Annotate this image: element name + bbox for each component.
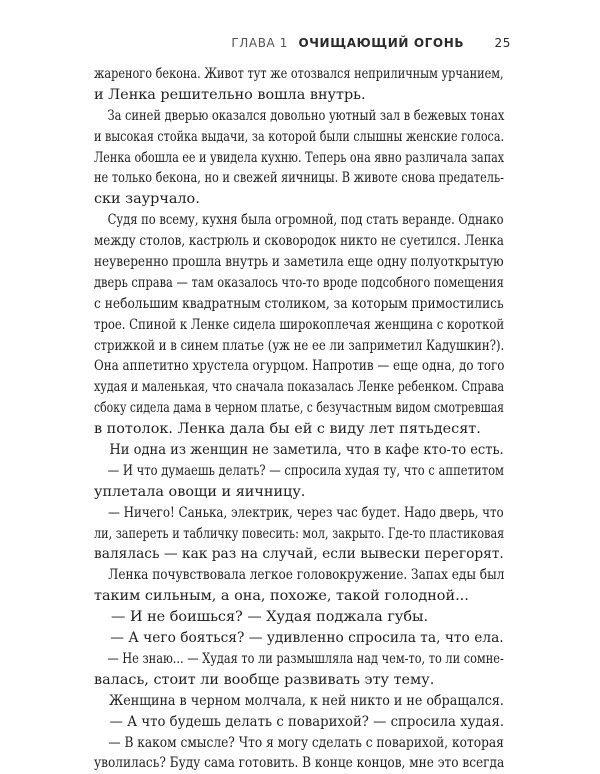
text-line: — Ничего! Санька, электрик, через час будет. Надо дверь, что bbox=[107, 504, 504, 521]
text-line: дверь справа — там оказалось что-то вроде подсобного помещения bbox=[94, 274, 504, 291]
text-line: — А что будешь делать с поварихой? — спросила худая. bbox=[109, 713, 505, 730]
text-line: Она аппетитно хрустела огурцом. Напротив — еще одна, до того bbox=[94, 358, 505, 375]
text-line: — А чего бояться? — удивленно спросила та, что ела. bbox=[110, 630, 504, 647]
text-line: сбоку сидела дама в черном платье, с безучастным видом смотревшая bbox=[94, 400, 505, 417]
text-line: ски заурчало. bbox=[94, 191, 200, 208]
text-line: таким сильным, а она, похоже, такой голодной... bbox=[94, 588, 469, 605]
text-line: неуверенно прошла внутрь и заметила еще одну полуоткрытую bbox=[94, 254, 504, 271]
body-text bbox=[94, 64, 504, 774]
text-line: валась, стоит ли вообще развивать эту тему. bbox=[94, 671, 435, 688]
chapter-title: ОЧИЩАЮЩИЙ ОГОНЬ bbox=[298, 36, 465, 50]
text-line: — В каком смысле? Что я могу сделать с поварихой, которая bbox=[108, 734, 504, 751]
text-line: в потолок. Ленка дала бы ей с виду лет пятьдесят. bbox=[94, 421, 481, 438]
text-line: с небольшим квадратным столиком, за которым примостились bbox=[94, 295, 504, 312]
text-line: Женщина в черном молчала, к ней никто и не обращался. bbox=[108, 692, 504, 709]
text-line: не только бекона, но и свежей яичницы. В животе снова предатель- bbox=[94, 170, 504, 187]
text-line: — Не знаю... — Худая то ли размышляла над чем-то, то ли сомне- bbox=[107, 650, 504, 667]
text-line: За синей дверью оказался довольно уютный зал в бежевых тонах bbox=[107, 107, 505, 124]
text-line: уплетала овощи и яичницу. bbox=[94, 483, 306, 500]
text-line: — И что думаешь делать? — спросила худая ту, что с аппетитом bbox=[107, 462, 505, 479]
text-line: между столов, кастрюль и сковородок никто не суетился. Ленка bbox=[94, 233, 504, 250]
running-header bbox=[231, 36, 511, 50]
page-number: 25 bbox=[494, 36, 511, 50]
text-line: худая и маленькая, что сначала показалась Ленке ребенком. Справа bbox=[94, 379, 505, 396]
text-line: уволилась? Буду сама готовить. В конце концов, мне это всегда bbox=[94, 755, 505, 772]
text-line: и Ленка решительно вошла внутрь. bbox=[94, 86, 366, 103]
text-line: — И не боишься? — Худая поджала губы. bbox=[111, 609, 429, 626]
text-line: стрижкой и в синем платье (уж не ее ли заприметил Кадушкин?). bbox=[94, 337, 505, 354]
text-line: Ни одна из женщин не заметила, что в кафе кто-то есть. bbox=[109, 442, 504, 459]
text-line: валялась — как раз на случай, если вывески перегорят. bbox=[94, 546, 504, 563]
chapter-label: ГЛАВА 1 bbox=[231, 36, 289, 50]
text-line: и высокая стойка выдачи, за которой были слышны женские голоса. bbox=[94, 128, 505, 145]
text-line: жареного бекона. Живот тут же отозвался неприличным урчанием, bbox=[94, 66, 504, 82]
text-line: Судя по всему, кухня была огромной, под стать веранде. Однако bbox=[107, 212, 504, 229]
text-line: Ленка почувствовала легкое головокружение. Запах еды был bbox=[108, 567, 505, 584]
text-line: ли, запереть и табличку повесить: мол, закрыто. Где-то пластиковая bbox=[94, 525, 505, 542]
text-line: Ленка обошла ее и увидела кухню. Теперь она явно различала запах bbox=[94, 149, 505, 166]
text-line: трое. Спиной к Ленке сидела широкоплечая женщина с короткой bbox=[94, 316, 505, 333]
